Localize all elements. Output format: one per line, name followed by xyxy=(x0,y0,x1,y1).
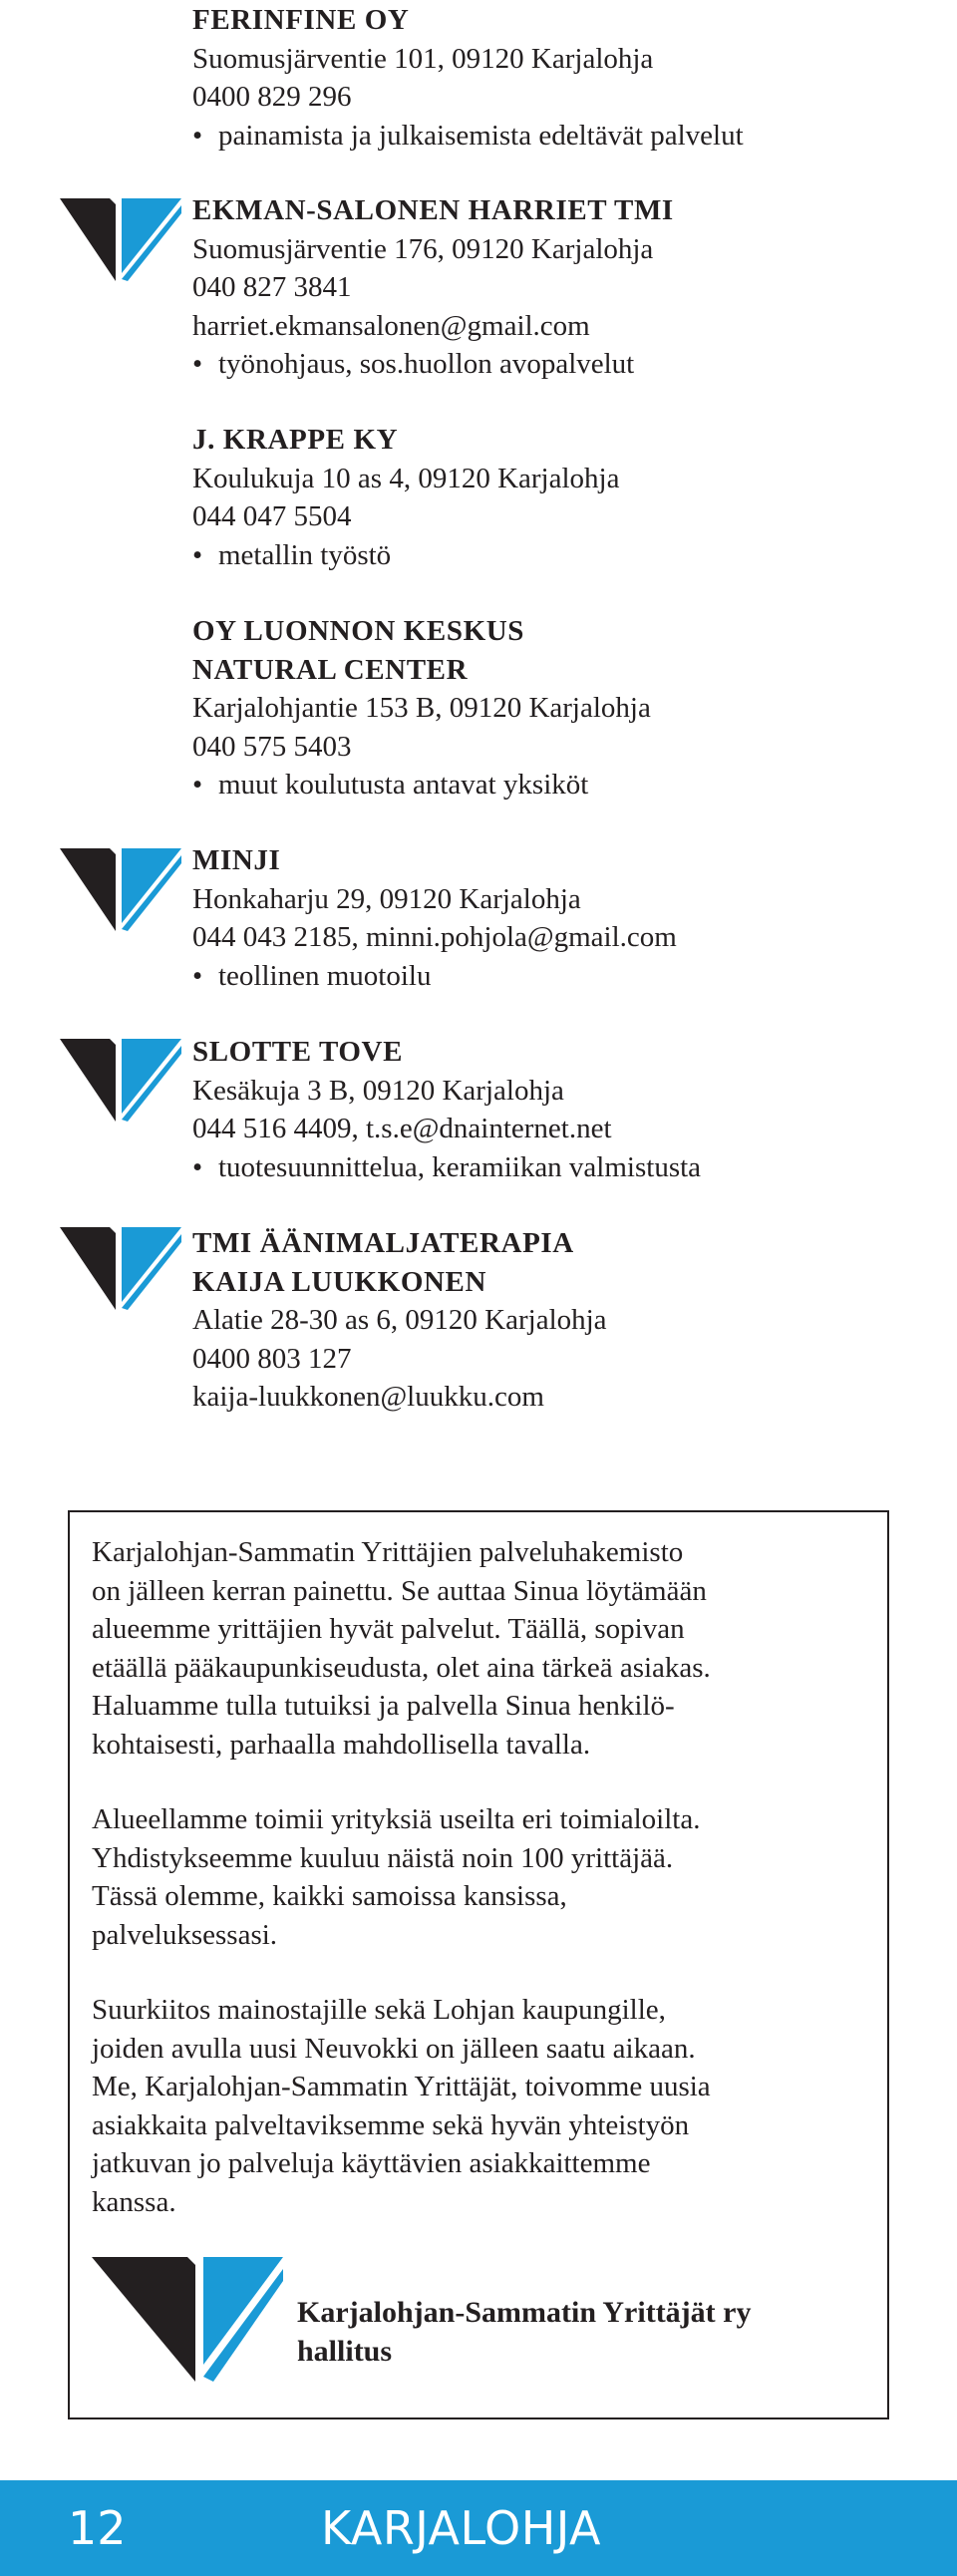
company-address: Kesäkuja 3 B, 09120 Karjalohja xyxy=(192,1074,564,1107)
yrittajat-logo-icon xyxy=(60,1036,181,1122)
company-name: MINJI xyxy=(192,844,281,876)
company-contact: 044 516 4409, t.s.e@dnainternet.net xyxy=(192,1113,612,1144)
text-line: etäällä pääkaupunkiseudusta, olet aina tärkeä asiakas. xyxy=(92,1651,711,1684)
yrittajat-logo-icon xyxy=(60,1224,181,1310)
text-line: jatkuvan jo palveluja käyttävien asiakkaittemme xyxy=(92,2147,651,2179)
company-service: • tuotesuunnittelua, keramiikan valmistusta xyxy=(192,1148,910,1187)
section-title: KARJALOHJA xyxy=(321,2501,602,2555)
company-service: • teollinen muotoilu xyxy=(192,957,910,996)
text-line: Suurkiitos mainostajille sekä Lohjan kaupungille, xyxy=(92,1994,666,2026)
company-phone: 0400 829 296 xyxy=(192,81,352,113)
company-phone: 044 047 5504 xyxy=(192,500,352,532)
company-service: • metallin työstö xyxy=(192,536,910,575)
association-info-box xyxy=(68,1510,889,2419)
company-address: Suomusjärventie 101, 09120 Karjalohja xyxy=(192,42,654,75)
info-paragraph xyxy=(92,1991,879,2221)
company-entry-krappe xyxy=(192,421,910,574)
company-name-secondary: KAIJA LUUKKONEN xyxy=(192,1265,487,1298)
yrittajat-logo-icon xyxy=(92,2255,283,2382)
company-address: Karjalohjantie 153 B, 09120 Karjalohja xyxy=(192,692,651,724)
info-paragraph xyxy=(92,1800,879,1954)
text-line: joiden avulla uusi Neuvokki on jälleen saatu aikaan. xyxy=(92,2032,696,2065)
company-phone: 0400 803 127 xyxy=(192,1342,352,1375)
text-line: Haluamme tulla tutuiksi ja palvella Sinua henkilö- xyxy=(92,1690,675,1722)
text-line: Tässä olemme, kaikki samoissa kansissa, xyxy=(92,1880,567,1912)
company-entry-aanimaljaterapia xyxy=(192,1224,910,1417)
company-contact: 044 043 2185, minni.pohjola@gmail.com xyxy=(192,921,677,953)
company-address: Koulukuja 10 as 4, 09120 Karjalohja xyxy=(192,462,620,494)
company-name: FERINFINE OY xyxy=(192,4,410,36)
company-name: TMI ÄÄNIMALJATERAPIA xyxy=(192,1227,574,1259)
company-address: Suomusjärventie 176, 09120 Karjalohja xyxy=(192,232,654,265)
company-address: Honkaharju 29, 09120 Karjalohja xyxy=(192,882,581,915)
company-phone: 040 575 5403 xyxy=(192,730,352,763)
text-line: Alueellamme toimii yrityksiä useilta eri toimialoilta. xyxy=(92,1803,701,1835)
signature-role: hallitus xyxy=(297,2335,393,2368)
page-footer-bar xyxy=(0,2480,957,2576)
text-line: palveluksessasi. xyxy=(92,1918,278,1951)
signature-organization: Karjalohjan-Sammatin Yrittäjät ry xyxy=(297,2296,752,2329)
company-name: J. KRAPPE KY xyxy=(192,424,399,456)
text-line: Me, Karjalohjan-Sammatin Yrittäjät, toivomme uusia xyxy=(92,2071,711,2102)
info-paragraph xyxy=(92,1533,879,1764)
company-name-secondary: NATURAL CENTER xyxy=(192,653,469,686)
company-email[interactable]: harriet.ekmansalonen@gmail.com xyxy=(192,309,590,342)
company-name: OY LUONNON KESKUS xyxy=(192,615,525,647)
company-entry-minji xyxy=(192,841,910,995)
company-name: SLOTTE TOVE xyxy=(192,1036,404,1068)
company-entry-luonnon-keskus xyxy=(192,612,910,805)
text-line: alueemme yrittäjien hyvät palvelut. Täällä, sopivan xyxy=(92,1613,685,1645)
text-line: on jälleen kerran painettu. Se auttaa Sinua löytämään xyxy=(92,1574,707,1607)
company-name: EKMAN-SALONEN HARRIET TMI xyxy=(192,194,674,226)
company-service: • painamista ja julkaisemista edeltävät palvelut xyxy=(192,117,910,156)
company-entry-ferinfine xyxy=(192,1,910,155)
signature xyxy=(297,2293,751,2371)
company-entry-ekman-salonen xyxy=(192,191,910,384)
text-line: asiakkaita palveltaviksemme sekä hyvän yhteistyön xyxy=(92,2108,690,2141)
yrittajat-logo-icon xyxy=(60,845,181,931)
company-service: • muut koulutusta antavat yksiköt xyxy=(192,766,910,805)
page-number: 12 xyxy=(68,2501,127,2555)
company-entry-slotte-tove xyxy=(192,1033,910,1186)
company-service: • työnohjaus, sos.huollon avopalvelut xyxy=(192,345,910,384)
company-email[interactable]: kaija-luukkonen@luukku.com xyxy=(192,1381,544,1413)
text-line: kohtaisesti, parhaalla mahdollisella tavalla. xyxy=(92,1728,591,1761)
company-address: Alatie 28-30 as 6, 09120 Karjalohja xyxy=(192,1304,607,1336)
yrittajat-logo-icon xyxy=(60,195,181,281)
text-line: kanssa. xyxy=(92,2185,176,2218)
company-phone: 040 827 3841 xyxy=(192,271,352,303)
text-line: Karjalohjan-Sammatin Yrittäjien palveluhakemisto xyxy=(92,1536,684,1568)
text-line: Yhdistykseemme kuuluu näistä noin 100 yrittäjää. xyxy=(92,1841,674,1874)
